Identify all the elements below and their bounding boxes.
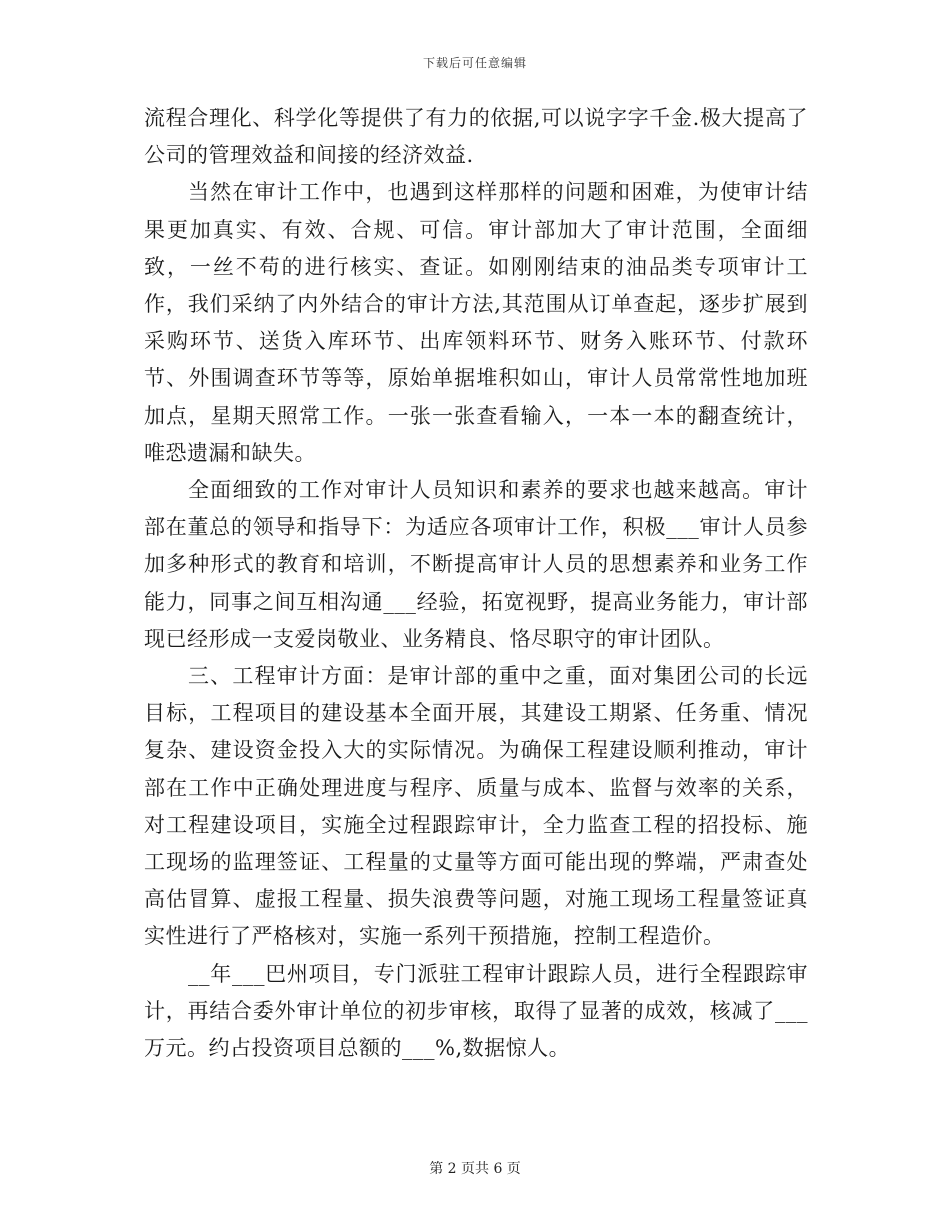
page-header: 下载后可任意编辑 bbox=[422, 56, 527, 70]
paragraph-3: 全面细致的工作对审计人员知识和素养的要求也越来越高。审计部在董总的领导和指导下：为适应各项审计工作，积极___审计人员参加多种形式的教育和培训，不断提高审计人员的思想素养和业务工作能力，同事之间互相沟通___经验，拓宽视野，提高业务能力，审计部现已经形成一支爱岗敬业、业务精良、恪尽职守的审计团队。 bbox=[144, 478, 808, 651]
paragraph-4: 三、工程审计方面：是审计部的重中之重，面对集团公司的长远目标，工程项目的建设基本全面开展，其建设工期紧、任务重、情况复杂、建设资金投入大的实际情况。为确保工程建设顺利推动，审计部在工作中正确处理进度与程序、质量与成本、监督与效率的关系，对工程建设项目，实施全过程跟踪审计，全力监查工程的招投标、施工现场的监理签证、工程量的丈量等方面可能出现的弊端，严肃查处高估冒算、虚报工程量、损失浪费等问题，对施工现场工程量签证真实性进行了严格核对，实施一系列干预措施，控制工程造价。 bbox=[144, 664, 808, 949]
document-body bbox=[144, 100, 808, 1067]
paragraph-5: __年___巴州项目，专门派驻工程审计跟踪人员，进行全程跟踪审计，再结合委外审计单位的初步审核，取得了显著的成效，核减了___万元。约占投资项目总额的___%,数据惊人。 bbox=[144, 961, 808, 1061]
page-number: 第 2 页共 6 页 bbox=[429, 1161, 521, 1177]
paragraph-1: 流程合理化、科学化等提供了有力的依据,可以说字字千金.极大提高了公司的管理效益和间接的经济效益. bbox=[144, 106, 808, 168]
paragraph-2: 当然在审计工作中，也遇到这样那样的问题和困难，为使审计结果更加真实、有效、合规、可信。审计部加大了审计范围，全面细致，一丝不苟的进行核实、查证。如刚刚结束的油品类专项审计工作，我们采纳了内外结合的审计方法,其范围从订单查起，逐步扩展到采购环节、送货入库环节、出库领料环节、财务入账环节、付款环节、外围调查环节等等，原始单据堆积如山，审计人员常常性地加班加点，星期天照常工作。一张一张查看输入，一本一本的翻查统计，唯恐遗漏和缺失。 bbox=[144, 180, 808, 465]
